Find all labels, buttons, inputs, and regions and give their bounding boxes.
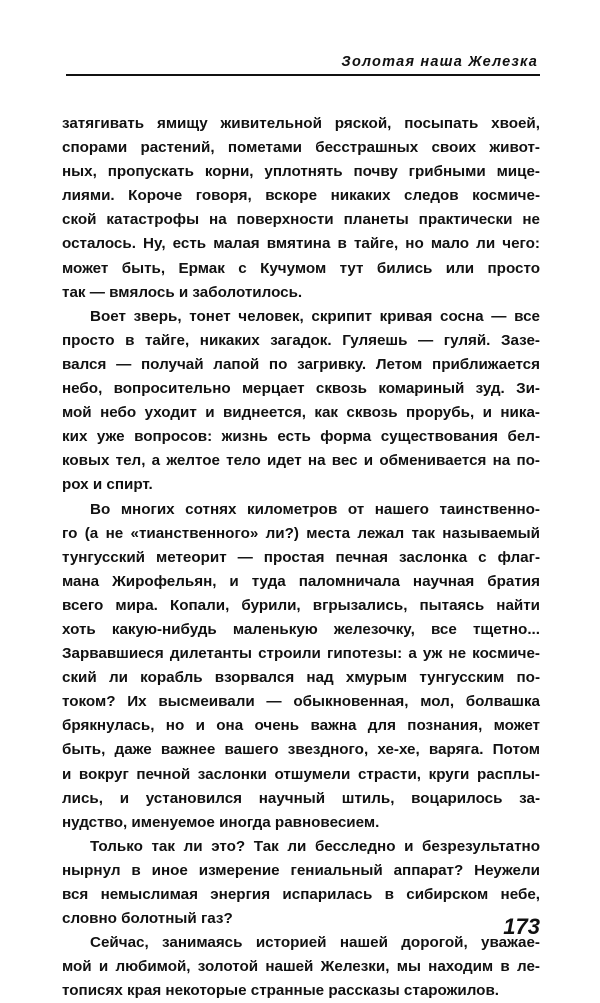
running-title: Золотая наша Железка: [341, 54, 538, 70]
text-line: нудство, именуемое иногда равновесием.: [62, 813, 380, 831]
text-line: быть, даже важнее вашего звездного, хе-хе, варяга. Потом: [62, 741, 540, 759]
text-line: Только так ли это? Так ли бесследно и безрезультатно: [90, 837, 540, 855]
text-line: го (а не «тианственного» ли?) места лежал так называемый: [62, 524, 540, 542]
text-line: ский ли корабль взорвался над хмурым тунгусским по-: [62, 669, 540, 687]
text-line: тунгусский метеорит — простая печная заслонка с флаг-: [62, 548, 540, 566]
page-number: 173: [503, 914, 540, 939]
text-line: хоть какую-нибудь маленькую железочку, все тщетно...: [62, 620, 540, 638]
text-line: ких уже вопросов: жизнь есть форма существования бел-: [62, 428, 540, 446]
text-line: так — вмялось и заболотилось.: [62, 283, 303, 301]
text-line: нырнул в иное измерение гениальный аппарат? Неужели: [62, 861, 540, 879]
text-line: ской катастрофы на поверхности планеты практически не: [62, 211, 540, 229]
text-line: тописях края некоторые странные рассказы старожилов.: [62, 982, 500, 1000]
text-line: словно болотный газ?: [62, 910, 233, 928]
text-line: вался — получай лапой по загривку. Летом приближается: [62, 355, 540, 373]
text-line: Сейчас, занимаясь историей нашей дорогой, уважае-: [90, 934, 540, 952]
text-line: лись, и установился научный штиль, воцарилось за-: [62, 789, 540, 807]
text-line: вся немыслимая энергия испарилась в сибирском небе,: [62, 886, 540, 903]
text-line: и вокруг печной заслонки отшумели страсти, круги расплы-: [62, 765, 540, 783]
text-line: ковых тел, а желтое тело идет на вес и обменивается на по-: [62, 452, 540, 470]
text-line: просто в тайге, никаких загадок. Гуляешь — гуляй. Зазе-: [62, 331, 540, 349]
text-line: Во многих сотнях километров от нашего таинственно-: [90, 500, 540, 518]
text-line: Зарвавшиеся дилетанты строили гипотезы: а уж не космиче-: [62, 645, 540, 663]
text-line: током? Их высмеивали — обыкновенная, мол, болвашка: [62, 693, 540, 711]
text-line: может быть, Ермак с Кучумом тут бились или просто: [62, 259, 540, 277]
text-line: всего мира. Копали, бурили, вгрызались, пытаясь найти: [62, 596, 540, 614]
text-line: мой и любимой, золотой нашей Железки, мы находим в ле-: [62, 958, 540, 976]
text-line: затягивать ямищу живительной ряской, посыпать хвоей,: [62, 115, 540, 132]
text-line: лиями. Короче говоря, вскоре никаких следов космиче-: [62, 187, 540, 205]
text-line: Воет зверь, тонет человек, скрипит кривая сосна — все: [90, 307, 540, 325]
text-line: мой небо уходит и виднеется, как сквозь прорубь, и ника-: [62, 404, 540, 422]
page-header: [66, 52, 540, 76]
text-line: ных, пропускать корни, уплотнять почву грибными мице-: [62, 163, 540, 181]
text-line: спорами растений, пометами бесстрашных своих живот-: [62, 139, 540, 157]
body-text: [62, 112, 540, 1003]
text-line: небо, вопросительно мерцает сквозь комариный зуд. Зи-: [62, 380, 540, 398]
text-line: осталось. Ну, есть малая вмятина в тайге, но мало ли чего:: [62, 235, 540, 253]
text-line: рох и спирт.: [62, 476, 153, 494]
text-line: мана Жирофельян, и туда паломничала научная братия: [62, 572, 540, 590]
text-line: брякнулась, но и она очень важна для познания, может: [62, 717, 540, 735]
